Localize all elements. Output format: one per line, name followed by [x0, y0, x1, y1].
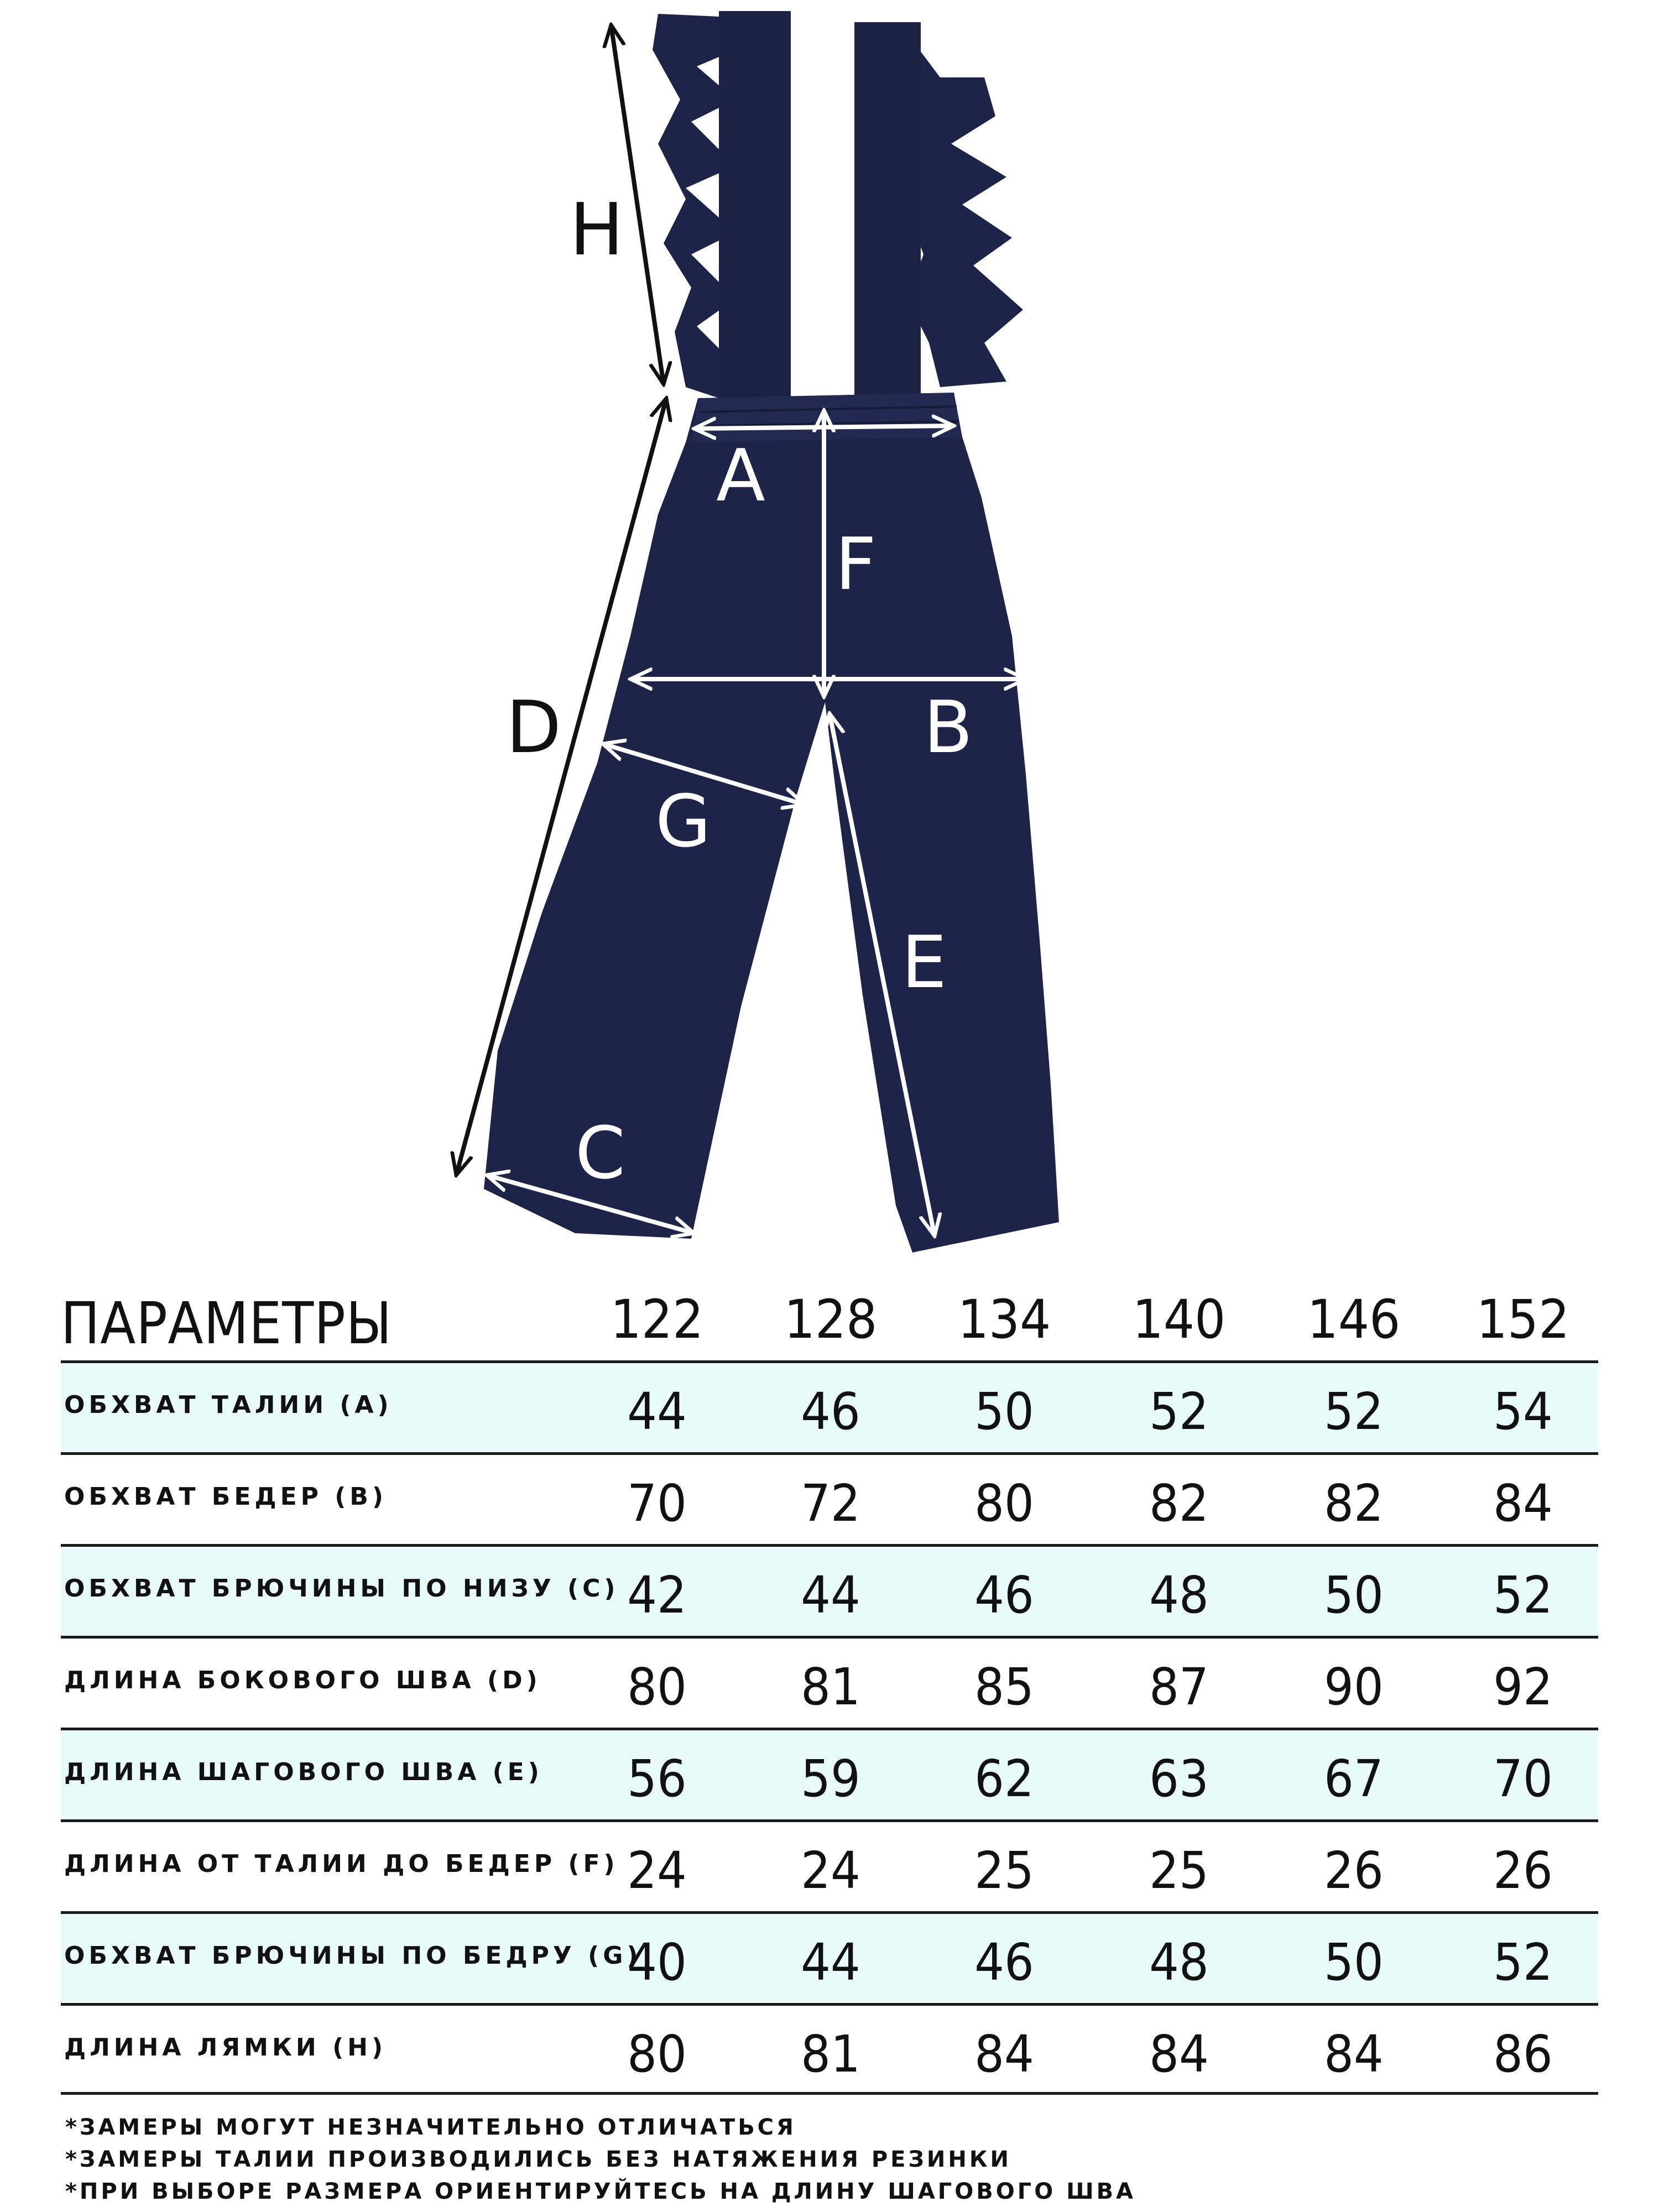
size-table	[61, 1277, 1598, 2095]
pants-body	[484, 393, 1059, 1253]
table-cell: 72	[801, 1474, 860, 1533]
table-cell: 26	[1324, 1841, 1384, 1900]
footnote: *ЗАМЕРЫ ТАЛИИ ПРОИЗВОДИЛИСЬ БЕЗ НАТЯЖЕНИЯ РЕЗИНКИ	[65, 2147, 1012, 2172]
table-cell: 46	[801, 1382, 860, 1441]
table-cell: 26	[1493, 1841, 1553, 1900]
table-cell: 46	[974, 1566, 1034, 1625]
row-label: ОБХВАТ БРЮЧИНЫ ПО НИЗУ (C)	[64, 1574, 619, 1603]
table-title: ПАРАМЕТРЫ	[61, 1290, 393, 1357]
table-row	[61, 2003, 1598, 2095]
table-cell: 44	[801, 1566, 860, 1625]
table-row	[61, 1360, 1598, 1452]
size-header: 134	[957, 1288, 1051, 1350]
row-label: ДЛИНА ОТ ТАЛИИ ДО БЕДЕР (F)	[64, 1850, 619, 1878]
footnote: *ПРИ ВЫБОРЕ РАЗМЕРА ОРИЕНТИРУЙТЕСЬ НА ДЛИНУ ШАГОВОГО ШВА	[65, 2179, 1136, 2204]
table-cell: 80	[627, 1657, 687, 1717]
table-cell: 52	[1493, 1933, 1553, 1992]
table-cell: 52	[1493, 1566, 1553, 1625]
table-cell: 56	[627, 1749, 687, 1808]
table-cell: 84	[1324, 2025, 1384, 2084]
table-cell: 24	[801, 1841, 860, 1900]
table-cell: 25	[1149, 1841, 1209, 1900]
table-cell: 90	[1324, 1657, 1384, 1717]
size-header: 152	[1476, 1288, 1570, 1350]
row-label: ДЛИНА ЛЯМКИ (H)	[64, 2033, 387, 2062]
table-cell: 50	[1324, 1566, 1384, 1625]
table-cell: 70	[627, 1474, 687, 1533]
table-cell: 52	[1324, 1382, 1384, 1441]
table-cell: 85	[974, 1657, 1034, 1717]
table-cell: 87	[1149, 1657, 1209, 1717]
table-cell: 50	[974, 1382, 1034, 1441]
table-cell: 67	[1324, 1749, 1384, 1808]
table-cell: 40	[627, 1933, 687, 1992]
table-cell: 81	[801, 1657, 860, 1717]
suspender-straps	[653, 11, 1023, 404]
table-cell: 70	[1493, 1749, 1553, 1808]
table-row	[61, 1728, 1598, 1819]
table-cell: 25	[974, 1841, 1034, 1900]
table-cell: 81	[801, 2025, 860, 2084]
table-cell: 63	[1149, 1749, 1209, 1808]
table-row	[61, 1636, 1598, 1728]
left-strap	[719, 11, 791, 398]
size-header: 122	[610, 1288, 704, 1350]
table-cell: 86	[1493, 2025, 1553, 2084]
table-row	[61, 1544, 1598, 1636]
table-cell: 84	[1493, 1474, 1553, 1533]
table-cell: 82	[1149, 1474, 1209, 1533]
label-h: H	[570, 187, 624, 272]
table-cell: 92	[1493, 1657, 1553, 1717]
footnote: *ЗАМЕРЫ МОГУТ НЕЗНАЧИТЕЛЬНО ОТЛИЧАТЬСЯ	[65, 2115, 796, 2140]
table-cell: 52	[1149, 1382, 1209, 1441]
table-cell: 46	[974, 1933, 1034, 1992]
table-cell: 80	[627, 2025, 687, 2084]
table-row	[61, 1452, 1598, 1544]
table-cell: 54	[1493, 1382, 1553, 1441]
table-cell: 50	[1324, 1933, 1384, 1992]
label-c: C	[575, 1111, 625, 1195]
label-f: F	[835, 522, 877, 606]
table-cell: 84	[974, 2025, 1034, 2084]
right-strap	[854, 22, 921, 404]
label-e: E	[901, 920, 947, 1004]
table-cell: 44	[801, 1933, 860, 1992]
row-label: ДЛИНА ШАГОВОГО ШВА (E)	[64, 1758, 543, 1786]
size-header: 128	[784, 1288, 878, 1350]
footnotes	[65, 2111, 1136, 2208]
table-cell: 48	[1149, 1933, 1209, 1992]
table-cell: 24	[627, 1841, 687, 1900]
size-header: 146	[1307, 1288, 1401, 1350]
row-label: ОБХВАТ БРЮЧИНЫ ПО БЕДРУ (G)	[64, 1942, 642, 1970]
size-header: 140	[1132, 1288, 1226, 1350]
table-cell: 62	[974, 1749, 1034, 1808]
label-b: B	[924, 685, 973, 769]
row-label: ДЛИНА БОКОВОГО ШВА (D)	[64, 1666, 541, 1694]
table-cell: 80	[974, 1474, 1034, 1533]
table-cell: 82	[1324, 1474, 1384, 1533]
row-label: ОБХВАТ БЕДЕР (B)	[64, 1483, 387, 1511]
table-cell: 44	[627, 1382, 687, 1441]
label-d: D	[506, 685, 562, 769]
table-cell: 59	[801, 1749, 860, 1808]
table-row	[61, 1911, 1598, 2003]
label-a: A	[716, 434, 765, 518]
row-label: ОБХВАТ ТАЛИИ (A)	[64, 1391, 393, 1419]
table-cell: 84	[1149, 2025, 1209, 2084]
table-header	[61, 1277, 1598, 1360]
table-cell: 48	[1149, 1566, 1209, 1625]
table-row	[61, 1819, 1598, 1911]
table-cell: 42	[627, 1566, 687, 1625]
label-g: G	[655, 779, 711, 863]
